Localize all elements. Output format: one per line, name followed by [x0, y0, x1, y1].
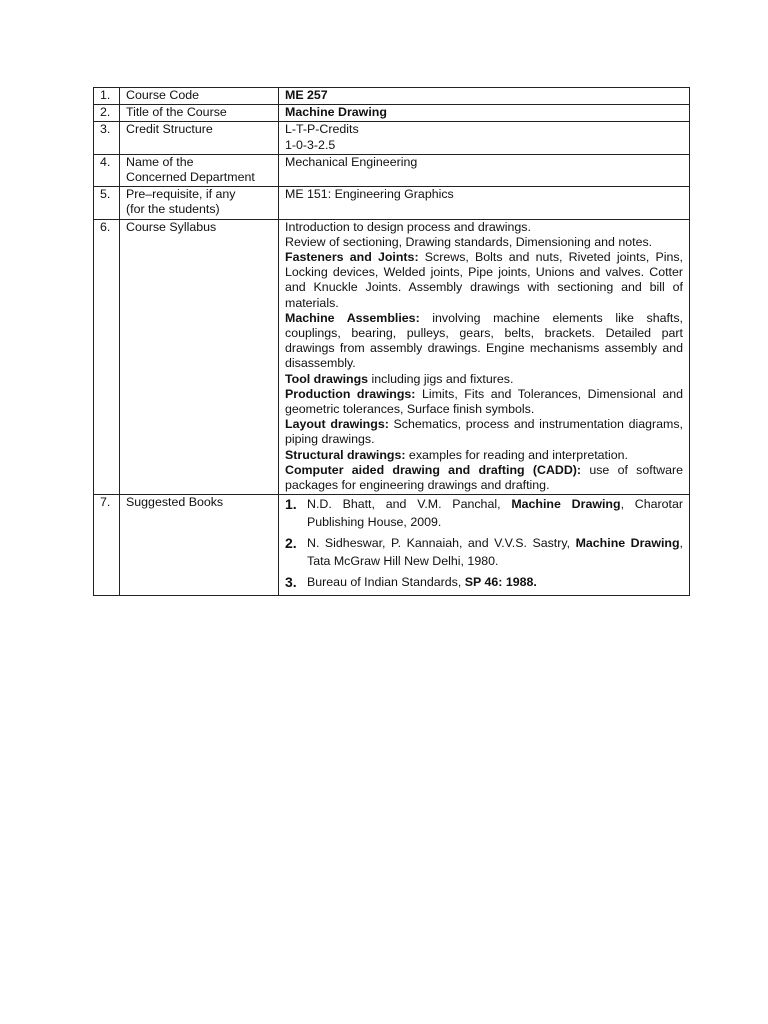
- table-row: [94, 219, 690, 495]
- row-number: 5.: [94, 187, 120, 219]
- book-publisher: , Tata McGraw Hill New Delhi, 1980.: [307, 536, 683, 569]
- book-title: SP 46: 1988.: [464, 575, 537, 590]
- book-item: [285, 573, 683, 591]
- syllabus-paragraph: [285, 220, 683, 235]
- row-label-line: (for the students): [126, 202, 220, 217]
- table-row: [94, 187, 690, 219]
- book-text: [307, 495, 683, 531]
- row-label: Credit Structure: [120, 122, 279, 154]
- syllabus-text: Review of sectioning, Drawing standards, Dimensioning and notes.: [285, 234, 653, 249]
- book-title: Machine Drawing: [511, 497, 621, 512]
- syllabus-paragraph: [285, 372, 683, 387]
- syllabus-text: involving machine elements like shafts, couplings, bearing, pulleys, gears, belts, brackets. Detailed part drawings from assembly drawings. Engine mechanisms assembly and disassembly.: [285, 310, 683, 371]
- syllabus-heading: Structural drawings:: [285, 447, 406, 462]
- syllabus-heading: Production drawings:: [285, 386, 416, 401]
- row-label: [120, 154, 279, 186]
- syllabus-heading: Computer aided drawing and drafting (CADD):: [285, 462, 582, 477]
- syllabus-text: use of software packages for engineering drawings and drafting.: [285, 462, 683, 493]
- book-number: 1.: [285, 496, 297, 513]
- syllabus-paragraph: [285, 250, 683, 311]
- row-number: 6.: [94, 219, 120, 495]
- book-item: [285, 495, 683, 531]
- row-label: Suggested Books: [120, 495, 279, 596]
- credit-structure-numbers: 1-0-3-2.5: [285, 137, 336, 152]
- course-code-value: ME 257: [279, 88, 690, 105]
- book-authors: Bureau of Indian Standards,: [307, 575, 465, 590]
- book-number: 3.: [285, 574, 297, 591]
- row-label-line: Name of the: [126, 154, 194, 169]
- row-label: [120, 187, 279, 219]
- table-row: [94, 154, 690, 186]
- department-value: Mechanical Engineering: [279, 154, 690, 186]
- book-text: [307, 534, 683, 570]
- table-row: [94, 122, 690, 154]
- book-publisher: , Charotar Publishing House, 2009.: [307, 497, 683, 530]
- syllabus-text: Screws, Bolts and nuts, Riveted joints, Pins, Locking devices, Welded joints, Pipe joints, Unions and valves. Cotter and Knuckle Joints. Assembly drawings with sectioning and bill of materials.: [285, 250, 683, 310]
- row-number: 4.: [94, 154, 120, 186]
- row-label-line: Concerned Department: [126, 170, 255, 185]
- credit-structure-value: [279, 122, 690, 154]
- syllabus-text: Schematics, process and instrumentation diagrams, piping drawings.: [285, 417, 684, 447]
- syllabus-text: examples for reading and interpretation.: [405, 447, 628, 462]
- credit-structure-header: L-T-P-Credits: [285, 122, 359, 137]
- row-number: 1.: [94, 88, 120, 105]
- syllabus-paragraph: [285, 448, 683, 463]
- row-number: 7.: [94, 495, 120, 596]
- table-row: [94, 105, 690, 122]
- syllabus-heading: Fasteners and Joints:: [285, 250, 419, 265]
- book-authors: N. Sidheswar, P. Kannaiah, and V.V.S. Sastry,: [307, 536, 576, 551]
- syllabus-paragraph: [285, 463, 683, 493]
- table-row: [94, 495, 690, 596]
- syllabus-cell: [279, 219, 690, 495]
- syllabus-paragraph: [285, 417, 683, 447]
- book-title: Machine Drawing: [575, 536, 680, 551]
- row-label: Course Syllabus: [120, 219, 279, 495]
- book-list: [285, 495, 683, 591]
- row-label: Title of the Course: [120, 105, 279, 122]
- syllabus-heading: Layout drawings:: [285, 417, 389, 432]
- course-title-value: Machine Drawing: [279, 105, 690, 122]
- row-label: Course Code: [120, 88, 279, 105]
- row-label-line: Pre–requisite, if any: [126, 187, 236, 202]
- syllabus-text: Introduction to design process and drawings.: [285, 219, 531, 234]
- book-authors: N.D. Bhatt, and V.M. Panchal,: [307, 497, 512, 512]
- syllabus-paragraph: [285, 235, 683, 250]
- book-number: 2.: [285, 535, 297, 552]
- row-number: 3.: [94, 122, 120, 154]
- syllabus-paragraph: [285, 387, 683, 417]
- book-text: [307, 573, 683, 591]
- table-row: [94, 88, 690, 105]
- prerequisite-value: ME 151: Engineering Graphics: [279, 187, 690, 219]
- syllabus-text: including jigs and fixtures.: [368, 371, 514, 386]
- syllabus-heading: Machine Assemblies:: [285, 310, 420, 325]
- syllabus-text: Limits, Fits and Tolerances, Dimensional and geometric tolerances, Surface finish symbols.: [285, 386, 683, 417]
- row-number: 2.: [94, 105, 120, 122]
- book-item: [285, 534, 683, 570]
- syllabus-paragraph: [285, 311, 683, 372]
- syllabus-heading: Tool drawings: [285, 371, 369, 386]
- books-cell: [279, 495, 690, 596]
- course-table: [93, 87, 690, 596]
